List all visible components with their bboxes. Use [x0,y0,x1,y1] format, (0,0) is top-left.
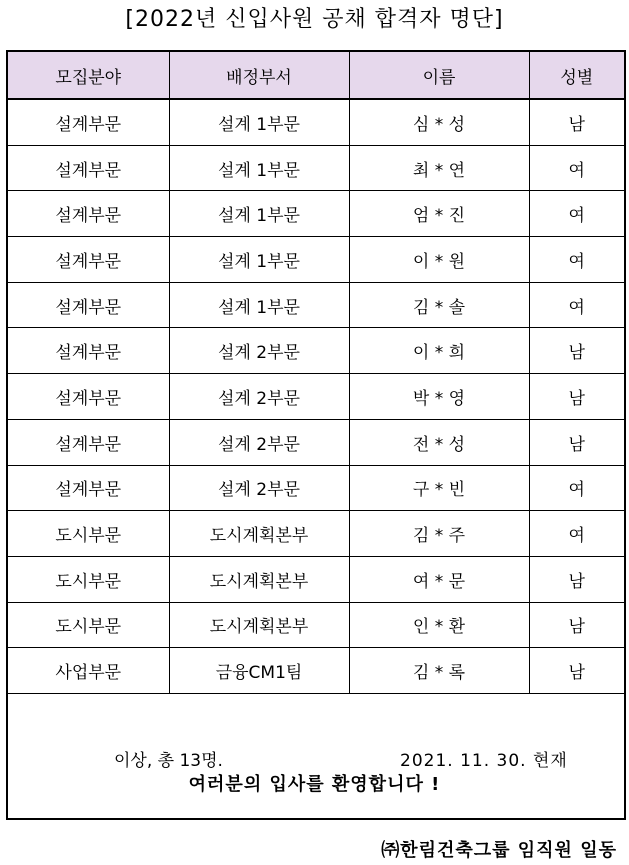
table-row [7,602,625,648]
table-row [7,419,625,465]
gender-cell: 남 [529,602,625,648]
gender-cell: 여 [529,511,625,557]
name-cell: 이 * 원 [349,237,529,283]
gender-cell: 남 [529,648,625,694]
as-of-date: 2021. 11. 30. 현재 [400,750,568,771]
gender-cell: 남 [529,374,625,420]
name-cell: 김 * 솔 [349,282,529,328]
name-cell: 심 * 성 [349,99,529,145]
roster-table [6,50,626,820]
table-row [7,145,625,191]
department-cell: 도시계획본부 [169,556,349,602]
total-count: 이상, 총 13명. [114,750,223,771]
table-header-row [7,51,625,99]
department-cell: 설계 1부문 [169,237,349,283]
table-row [7,191,625,237]
table-row [7,328,625,374]
name-cell: 최 * 연 [349,145,529,191]
field-cell: 도시부문 [7,511,169,557]
table-row [7,99,625,145]
field-cell: 설계부문 [7,99,169,145]
table-row [7,648,625,694]
name-cell: 전 * 성 [349,419,529,465]
department-cell: 설계 1부문 [169,282,349,328]
table-row [7,374,625,420]
gender-cell: 여 [529,237,625,283]
name-cell: 여 * 문 [349,556,529,602]
gender-cell: 남 [529,556,625,602]
gender-cell: 여 [529,145,625,191]
header-gender: 성별 [529,51,625,99]
name-cell: 김 * 주 [349,511,529,557]
field-cell: 설계부문 [7,145,169,191]
department-cell: 설계 1부문 [169,145,349,191]
table-row [7,237,625,283]
table-row [7,465,625,511]
department-cell: 설계 1부문 [169,191,349,237]
name-cell: 구 * 빈 [349,465,529,511]
table-row [7,282,625,328]
table-body [7,99,625,693]
field-cell: 설계부문 [7,374,169,420]
gender-cell: 남 [529,419,625,465]
name-cell: 박 * 영 [349,374,529,420]
header-department: 배정부서 [169,51,349,99]
field-cell: 설계부문 [7,282,169,328]
name-cell: 이 * 희 [349,328,529,374]
gender-cell: 남 [529,328,625,374]
table-row [7,556,625,602]
field-cell: 설계부문 [7,237,169,283]
welcome-message: 여러분의 입사를 환영합니다 ! [188,774,441,795]
department-cell: 도시계획본부 [169,602,349,648]
gender-cell: 여 [529,465,625,511]
department-cell: 금융CM1팀 [169,648,349,694]
department-cell: 설계 1부문 [169,99,349,145]
department-cell: 설계 2부문 [169,419,349,465]
field-cell: 설계부문 [7,191,169,237]
department-cell: 설계 2부문 [169,374,349,420]
field-cell: 설계부문 [7,328,169,374]
gender-cell: 여 [529,191,625,237]
gender-cell: 여 [529,282,625,328]
field-cell: 사업부문 [7,648,169,694]
name-cell: 인 * 환 [349,602,529,648]
field-cell: 설계부문 [7,419,169,465]
table-row [7,511,625,557]
name-cell: 김 * 록 [349,648,529,694]
department-cell: 도시계획본부 [169,511,349,557]
department-cell: 설계 2부문 [169,465,349,511]
field-cell: 설계부문 [7,465,169,511]
gender-cell: 남 [529,99,625,145]
table-footer-row [7,693,625,819]
header-field: 모집분야 [7,51,169,99]
name-cell: 엄 * 진 [349,191,529,237]
department-cell: 설계 2부문 [169,328,349,374]
page-title: [2022년 신입사원 공채 합격자 명단] [125,7,504,32]
field-cell: 도시부문 [7,602,169,648]
company-signature: ㈜한림건축그룹 임직원 일동 [381,840,617,861]
field-cell: 도시부문 [7,556,169,602]
header-name: 이름 [349,51,529,99]
